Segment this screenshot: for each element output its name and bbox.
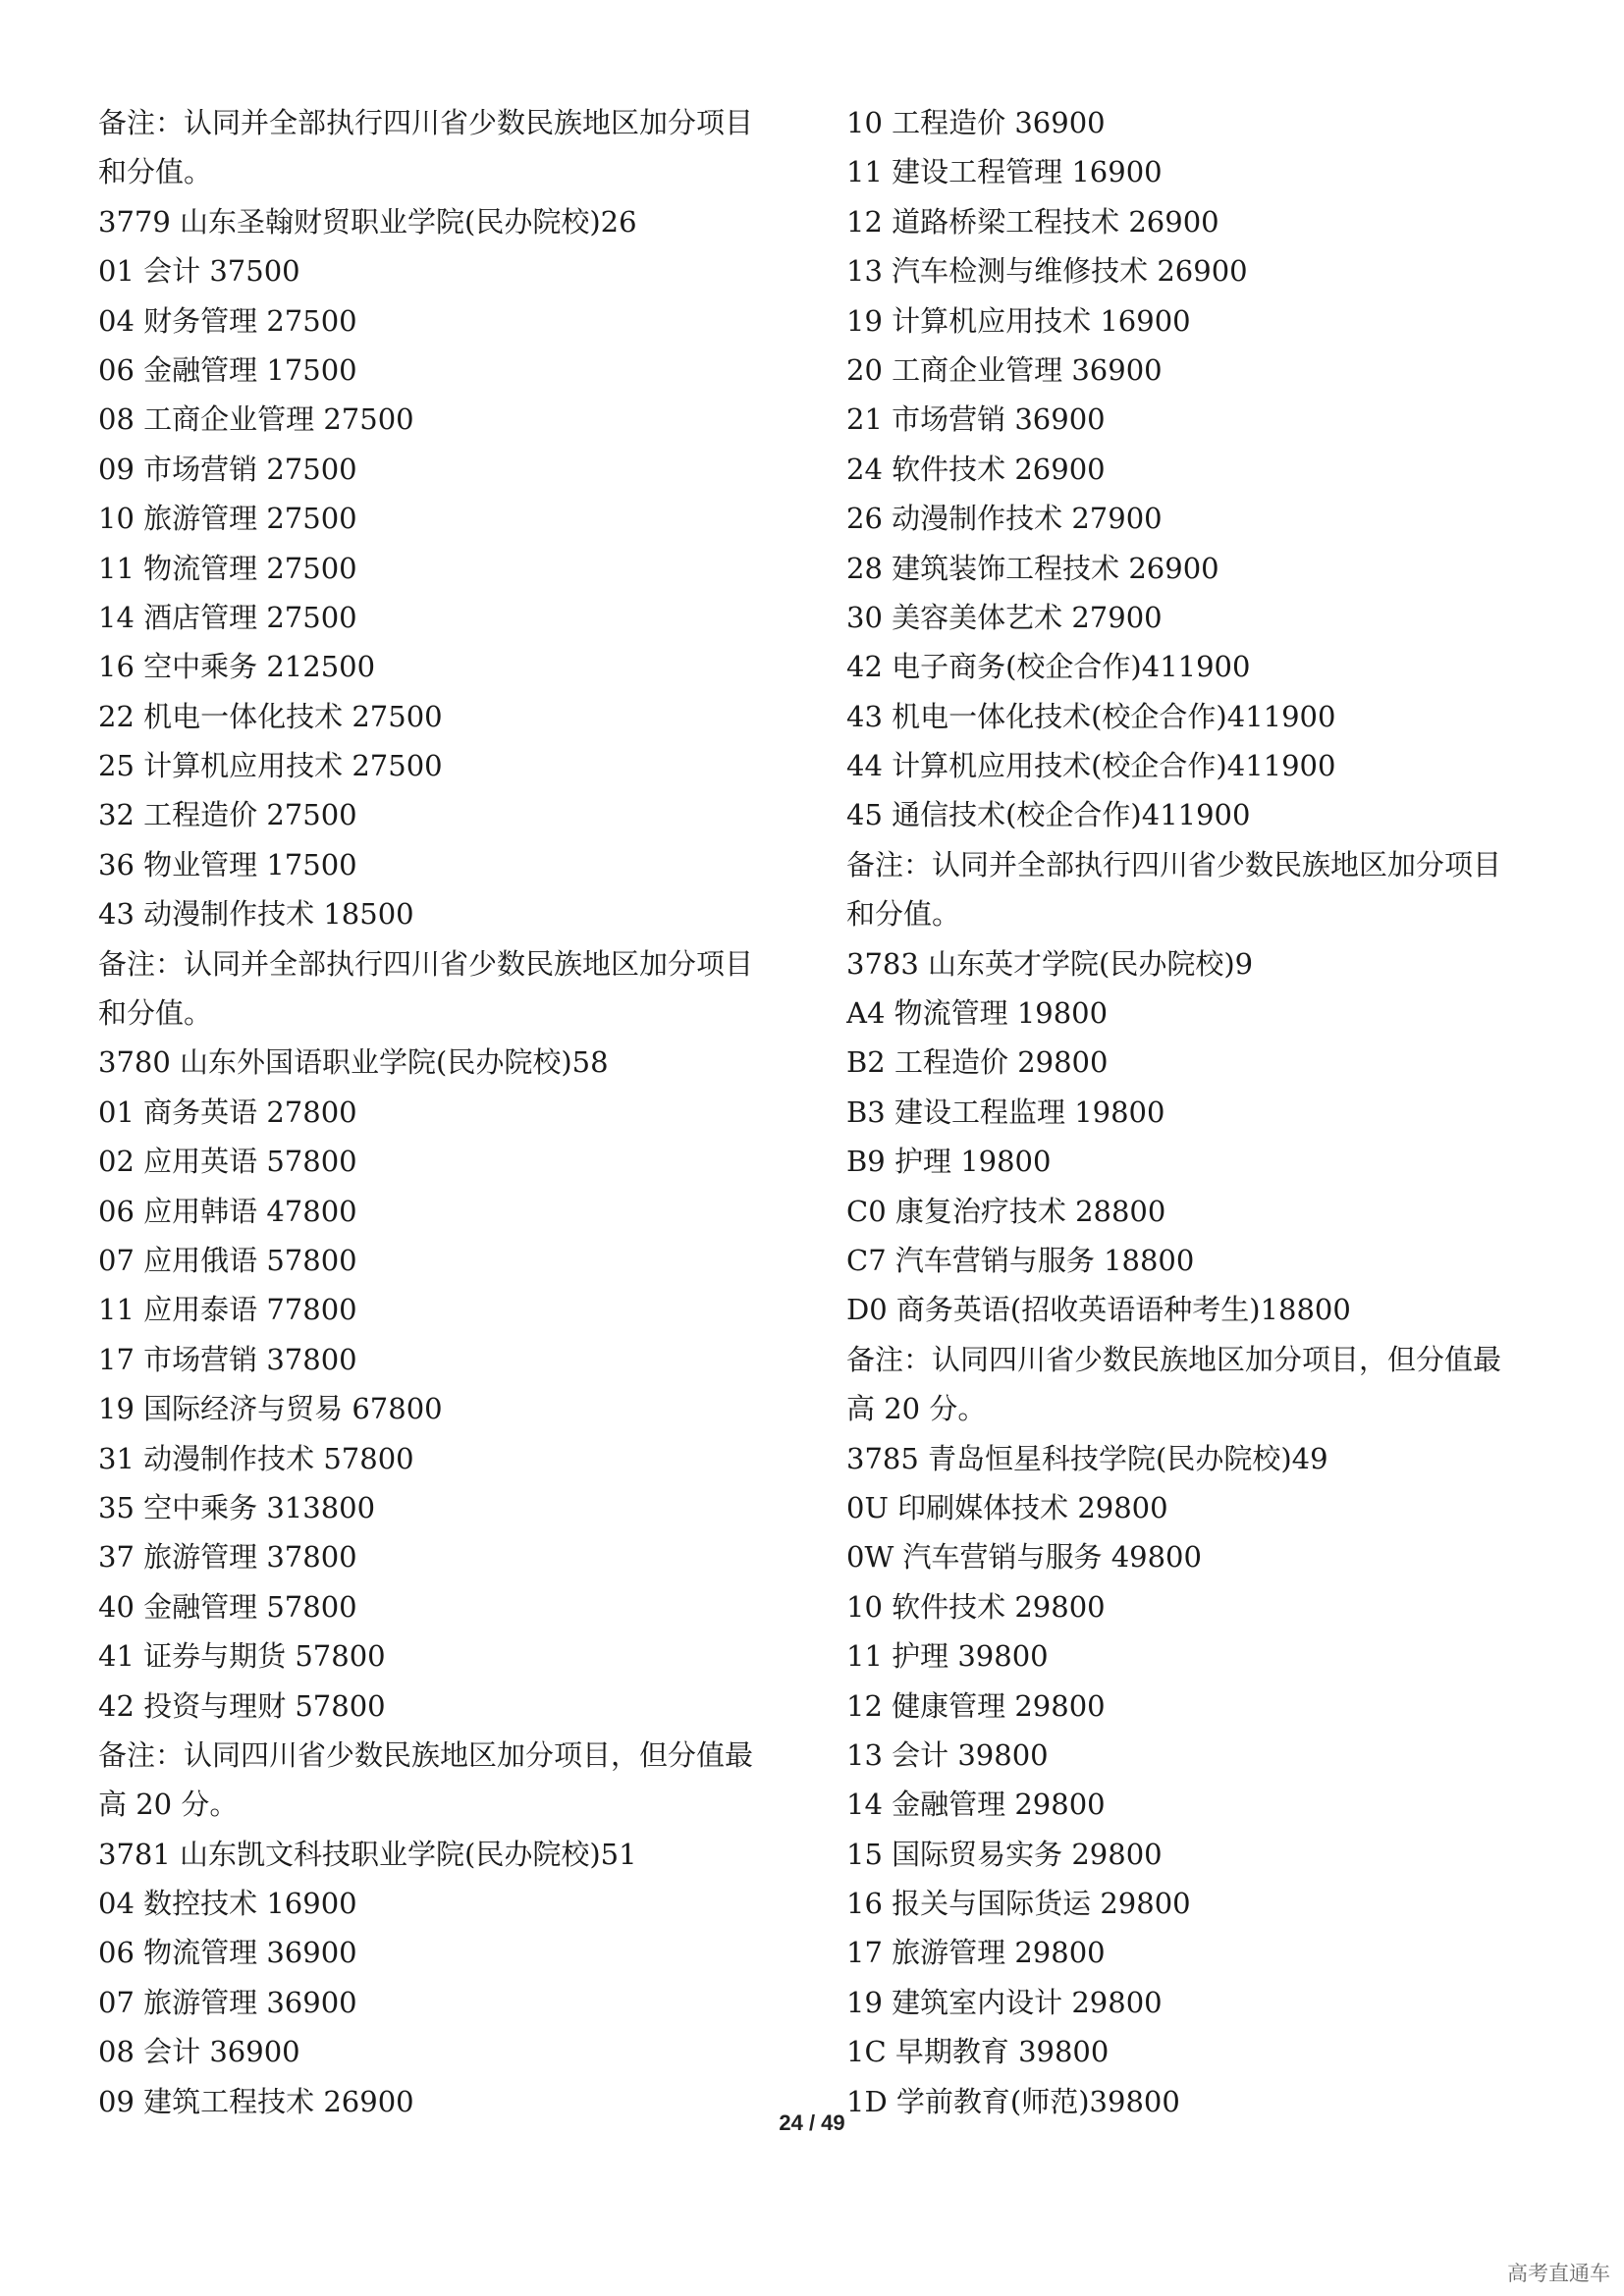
text-line: 21 市场营销 36900 — [846, 402, 1106, 437]
text-line: 和分值。 — [98, 155, 213, 189]
text-line: 04 数控技术 16900 — [98, 1887, 357, 1921]
text-line: 3780 山东外国语职业学院(民办院校)58 — [98, 1045, 609, 1080]
text-line: 和分值。 — [98, 996, 213, 1031]
text-line: 12 健康管理 29800 — [846, 1688, 1106, 1723]
text-line: 06 金融管理 17500 — [98, 352, 357, 387]
text-line: 06 物流管理 36900 — [98, 1936, 357, 1970]
text-line: 3781 山东凯文科技职业学院(民办院校)51 — [98, 1837, 637, 1871]
text-line: 11 应用泰语 77800 — [98, 1293, 357, 1327]
text-line: 11 建设工程管理 16900 — [846, 155, 1163, 189]
text-line: 32 工程造价 27500 — [98, 798, 357, 832]
text-line: 10 软件技术 29800 — [846, 1589, 1106, 1624]
text-line: 17 市场营销 37800 — [98, 1342, 357, 1376]
watermark-text: 高考直通车 — [1507, 2262, 1610, 2285]
text-line: 0U 印刷媒体技术 29800 — [846, 1490, 1168, 1524]
text-line: 09 建筑工程技术 26900 — [98, 2084, 414, 2118]
text-line: 42 投资与理财 57800 — [98, 1688, 386, 1723]
text-line: C7 汽车营销与服务 18800 — [846, 1243, 1195, 1277]
text-line: 19 计算机应用技术 16900 — [846, 303, 1191, 338]
text-line: 15 国际贸易实务 29800 — [846, 1837, 1163, 1871]
text-line: 37 旅游管理 37800 — [98, 1540, 357, 1575]
text-line: 16 空中乘务 212500 — [98, 650, 376, 684]
text-line: 13 会计 39800 — [846, 1737, 1049, 1772]
text-line: 10 旅游管理 27500 — [98, 502, 357, 536]
text-line: 30 美容美体艺术 27900 — [846, 600, 1163, 634]
page-number: 24 / 49 — [779, 2110, 845, 2135]
text-line: 43 机电一体化技术(校企合作)411900 — [846, 699, 1336, 733]
text-line: 3785 青岛恒星科技学院(民办院校)49 — [846, 1441, 1328, 1475]
text-line: 43 动漫制作技术 18500 — [98, 897, 414, 932]
text-line: 08 会计 36900 — [98, 2035, 300, 2069]
text-line: 25 计算机应用技术 27500 — [98, 749, 443, 783]
text-line: 16 报关与国际货运 29800 — [846, 1887, 1191, 1921]
text-line: 44 计算机应用技术(校企合作)411900 — [846, 749, 1336, 783]
text-line: 28 建筑装饰工程技术 26900 — [846, 551, 1219, 585]
text-line: 高 20 分。 — [98, 1788, 239, 1822]
text-line: 36 物业管理 17500 — [98, 847, 357, 881]
text-line: 45 通信技术(校企合作)411900 — [846, 798, 1251, 832]
text-line: 24 软件技术 26900 — [846, 452, 1106, 486]
text-line: B3 建设工程监理 19800 — [846, 1095, 1165, 1129]
text-line: 13 汽车检测与维修技术 26900 — [846, 254, 1248, 289]
text-line: 26 动漫制作技术 27900 — [846, 502, 1163, 536]
text-line: 14 金融管理 29800 — [846, 1788, 1106, 1822]
text-line: 07 旅游管理 36900 — [98, 1985, 357, 2019]
text-line: 35 空中乘务 313800 — [98, 1490, 376, 1524]
text-line: 17 旅游管理 29800 — [846, 1936, 1106, 1970]
text-line: 31 动漫制作技术 57800 — [98, 1441, 414, 1475]
text-line: 0W 汽车营销与服务 49800 — [846, 1540, 1202, 1575]
text-line: 02 应用英语 57800 — [98, 1145, 357, 1179]
text-line: 3783 山东英才学院(民办院校)9 — [846, 946, 1254, 981]
text-line: D0 商务英语(招收英语语种考生)18800 — [846, 1293, 1351, 1327]
text-line: 11 物流管理 27500 — [98, 551, 357, 585]
text-line: 42 电子商务(校企合作)411900 — [846, 650, 1251, 684]
text-line: 和分值。 — [846, 897, 961, 932]
text-line: 08 工商企业管理 27500 — [98, 402, 414, 437]
text-line: 备注：认同并全部执行四川省少数民族地区加分项目 — [98, 106, 754, 139]
text-line: 01 会计 37500 — [98, 254, 300, 289]
text-line: B9 护理 19800 — [846, 1145, 1052, 1179]
text-line: 19 建筑室内设计 29800 — [846, 1985, 1163, 2019]
text-line: 40 金融管理 57800 — [98, 1589, 357, 1624]
text-line: 备注：认同四川省少数民族地区加分项目，但分值最 — [846, 1342, 1502, 1376]
text-line: B2 工程造价 29800 — [846, 1045, 1109, 1080]
text-line: C0 康复治疗技术 28800 — [846, 1194, 1166, 1228]
text-line: 3779 山东圣翰财贸职业学院(民办院校)26 — [98, 204, 637, 239]
text-line: 14 酒店管理 27500 — [98, 600, 357, 634]
text-line: 19 国际经济与贸易 67800 — [98, 1392, 443, 1426]
text-line: 22 机电一体化技术 27500 — [98, 699, 443, 733]
text-line: 11 护理 39800 — [846, 1639, 1049, 1674]
text-line: 20 工商企业管理 36900 — [846, 352, 1163, 387]
left-column — [98, 98, 805, 2126]
text-line: 41 证券与期货 57800 — [98, 1639, 386, 1674]
text-line: 备注：认同并全部执行四川省少数民族地区加分项目 — [98, 946, 754, 981]
text-line: 04 财务管理 27500 — [98, 303, 357, 338]
text-line: 1C 早期教育 39800 — [846, 2035, 1110, 2069]
text-line: 06 应用韩语 47800 — [98, 1194, 357, 1228]
text-line: 高 20 分。 — [846, 1392, 987, 1426]
text-line: 01 商务英语 27800 — [98, 1095, 357, 1129]
text-line: 备注：认同四川省少数民族地区加分项目，但分值最 — [98, 1737, 754, 1772]
text-line: 12 道路桥梁工程技术 26900 — [846, 204, 1219, 239]
text-line: 1D 学前教育(师范)39800 — [846, 2084, 1180, 2118]
text-line: 09 市场营销 27500 — [98, 452, 357, 486]
text-line: 07 应用俄语 57800 — [98, 1243, 357, 1277]
right-column — [846, 98, 1553, 2126]
text-line: 10 工程造价 36900 — [846, 106, 1106, 139]
text-line: A4 物流管理 19800 — [846, 996, 1109, 1031]
text-line: 备注：认同并全部执行四川省少数民族地区加分项目 — [846, 847, 1502, 881]
